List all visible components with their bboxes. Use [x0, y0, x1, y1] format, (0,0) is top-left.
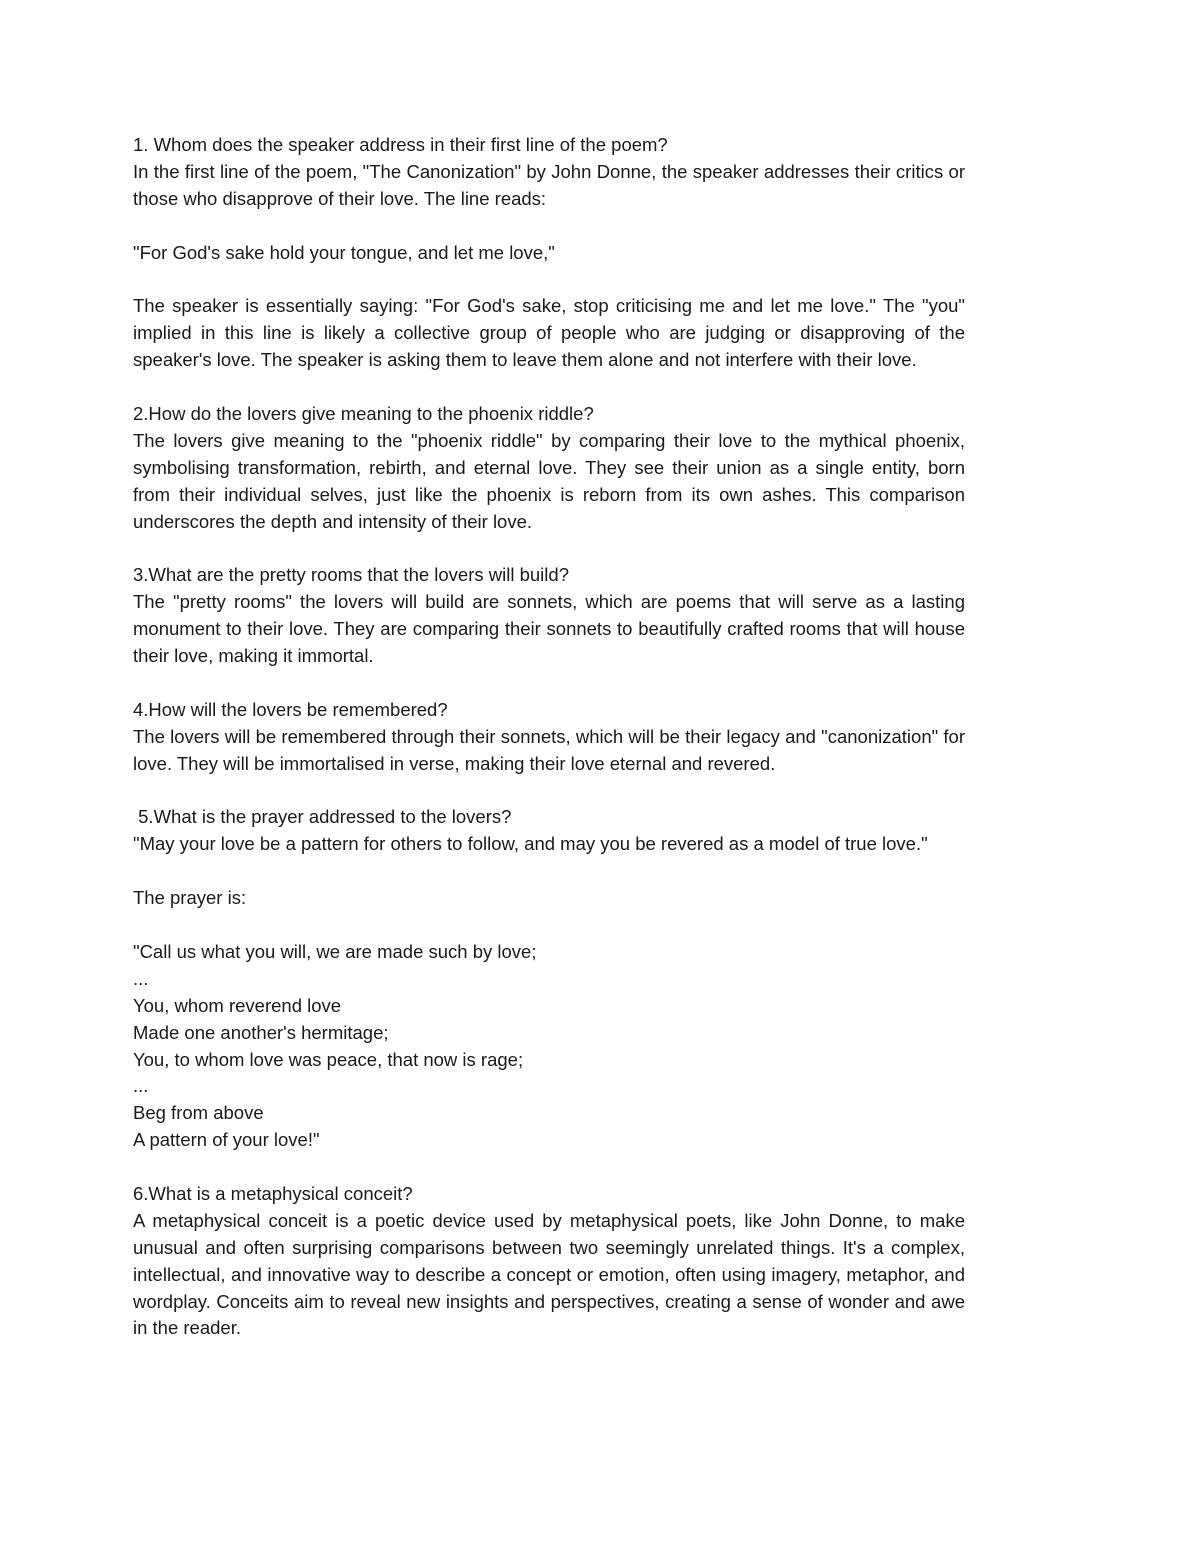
document-page: [133, 132, 965, 1342]
answer-4: The lovers will be remembered through their sonnets, which will be their legacy and "canonization" for love. They will be immortalised in verse, making their love eternal and revered.: [133, 725, 965, 774]
spacer: [133, 213, 965, 240]
quote-line: "For God's sake hold your tongue, and let me love,": [133, 241, 555, 263]
poem-line: Beg from above: [133, 1102, 264, 1124]
poem-line: You, to whom love was peace, that now is rage;: [133, 1048, 524, 1070]
spacer: [133, 536, 965, 563]
question-2: 2.How do the lovers give meaning to the phoenix riddle?: [133, 402, 594, 424]
question-1: 1. Whom does the speaker address in their first line of the poem?: [133, 134, 668, 155]
poem-line: "Call us what you will, we are made such by love;: [133, 940, 537, 962]
answer-3: The "pretty rooms" the lovers will build are sonnets, which are poems that will serve as a lasting monument to their love. They are comparing their sonnets to beautifully crafted rooms that will house their love, making it immortal.: [133, 591, 965, 667]
spacer: [133, 374, 965, 401]
explanation-1: The speaker is essentially saying: "For God's sake, stop criticising me and let me love." The "you" implied in this line is likely a collective group of people who are judging or disapproving of the speaker's love. The speaker is asking them to leave them alone and not interfere with their love.: [133, 295, 965, 371]
poem-line: ...: [133, 1075, 149, 1097]
prayer-intro: The prayer is:: [133, 887, 247, 909]
spacer: [133, 778, 965, 805]
answer-1: In the first line of the poem, "The Canonization" by John Donne, the speaker addresses their critics or those who disapprove of their love. The line reads:: [133, 160, 965, 209]
answer-2: The lovers give meaning to the "phoenix riddle" by comparing their love to the mythical phoenix, symbolising transformation, rebirth, and eternal love. They see their union as a single entity, born from their individual selves, just like the phoenix is reborn from its own ashes. This comparison underscores the depth and intensity of their love.: [133, 429, 965, 532]
poem-line: Made one another's hermitage;: [133, 1021, 389, 1043]
poem-line: You, whom reverend love: [133, 994, 342, 1016]
question-4: 4.How will the lovers be remembered?: [133, 698, 448, 720]
spacer: [133, 858, 965, 885]
question-3: 3.What are the pretty rooms that the lovers will build?: [133, 564, 569, 586]
spacer: [133, 1154, 965, 1181]
spacer: [133, 912, 965, 939]
poem-line: A pattern of your love!": [133, 1129, 320, 1151]
question-6: 6.What is a metaphysical conceit?: [133, 1182, 413, 1204]
answer-6: A metaphysical conceit is a poetic device used by metaphysical poets, like John Donne, to make unusual and often surprising comparisons between two seemingly unrelated things. It's a complex, intellectual, and innovative way to describe a concept or emotion, often using imagery, metaphor, and wordplay. Conceits aim to reveal new insights and perspectives, creating a sense of wonder and awe in the reader.: [133, 1209, 965, 1339]
poem-line: ...: [133, 967, 149, 989]
spacer: [133, 670, 965, 697]
question-5: 5.What is the prayer addressed to the lovers?: [133, 806, 512, 828]
answer-5: "May your love be a pattern for others to follow, and may you be revered as a model of true love.": [133, 833, 928, 855]
spacer: [133, 266, 965, 293]
